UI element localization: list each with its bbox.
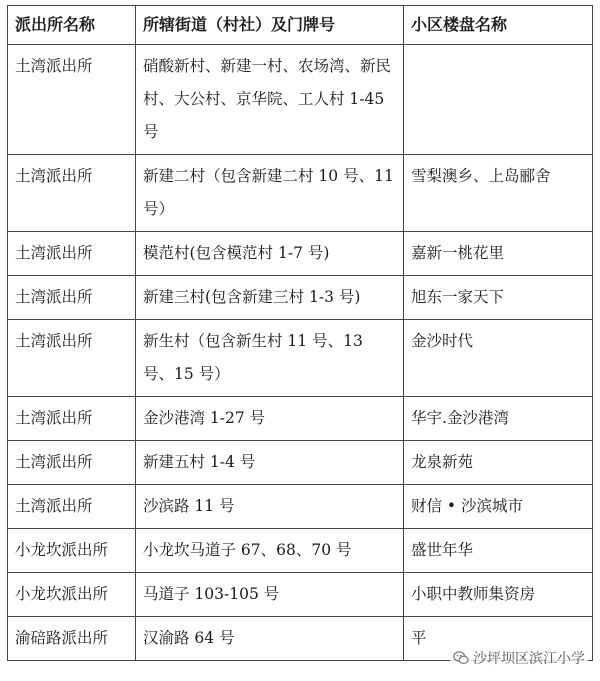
cell-estate: 华宇.金沙港湾 — [404, 397, 593, 441]
header-estate: 小区楼盘名称 — [404, 6, 593, 45]
cell-estate: 盛世年华 — [404, 529, 593, 573]
cell-station: 小龙坎派出所 — [8, 529, 136, 573]
cell-streets: 新建二村（包含新建二村 10 号、11 号） — [136, 155, 404, 232]
table-row — [8, 397, 593, 441]
cell-streets: 硝酸新村、新建一村、农场湾、新民村、大公村、京华院、工人村 1-45 号 — [136, 45, 404, 155]
cell-station: 土湾派出所 — [8, 232, 136, 276]
cell-station: 小龙坎派出所 — [8, 573, 136, 617]
table-row — [8, 320, 593, 397]
cell-estate: 嘉新一桃花里 — [404, 232, 593, 276]
cell-streets: 新建三村(包含新建三村 1-3 号) — [136, 276, 404, 320]
police-jurisdiction-table — [7, 5, 593, 661]
header-streets: 所辖街道（村社）及门牌号 — [136, 6, 404, 45]
watermark-text: 沙坪坝区滨江小学 — [473, 651, 585, 667]
cell-streets: 模范村(包含模范村 1-7 号) — [136, 232, 404, 276]
cell-estate: 龙泉新苑 — [404, 441, 593, 485]
cell-estate: 小职中教师集资房 — [404, 573, 593, 617]
table-row — [8, 155, 593, 232]
table-row — [8, 441, 593, 485]
cell-streets: 汉渝路 64 号 — [136, 617, 404, 661]
cell-station: 土湾派出所 — [8, 155, 136, 232]
cell-station: 土湾派出所 — [8, 485, 136, 529]
wechat-icon — [453, 650, 469, 666]
cell-streets: 新生村（包含新生村 11 号、13 号、15 号） — [136, 320, 404, 397]
cell-streets: 金沙港湾 1-27 号 — [136, 397, 404, 441]
table-row — [8, 276, 593, 320]
cell-streets: 沙滨路 11 号 — [136, 485, 404, 529]
cell-streets: 小龙坎马道子 67、68、70 号 — [136, 529, 404, 573]
table-row — [8, 573, 593, 617]
wechat-watermark — [450, 647, 588, 669]
table-row — [8, 45, 593, 155]
cell-estate: 平 — [404, 617, 593, 661]
cell-station: 渝碚路派出所 — [8, 617, 136, 661]
cell-estate: 雪梨澳乡、上岛郦舍 — [404, 155, 593, 232]
table-row — [8, 485, 593, 529]
table-row — [8, 529, 593, 573]
table-row — [8, 232, 593, 276]
cell-station: 土湾派出所 — [8, 441, 136, 485]
cell-streets: 新建五村 1-4 号 — [136, 441, 404, 485]
cell-estate: 财信 • 沙滨城市 — [404, 485, 593, 529]
header-station: 派出所名称 — [8, 6, 136, 45]
table-header-row — [8, 6, 593, 45]
cell-station: 土湾派出所 — [8, 320, 136, 397]
cell-station: 土湾派出所 — [8, 397, 136, 441]
cell-estate — [404, 45, 593, 155]
cell-estate: 旭东一家天下 — [404, 276, 593, 320]
cell-station: 土湾派出所 — [8, 276, 136, 320]
cell-station: 土湾派出所 — [8, 45, 136, 155]
cell-streets: 马道子 103-105 号 — [136, 573, 404, 617]
cell-estate: 金沙时代 — [404, 320, 593, 397]
